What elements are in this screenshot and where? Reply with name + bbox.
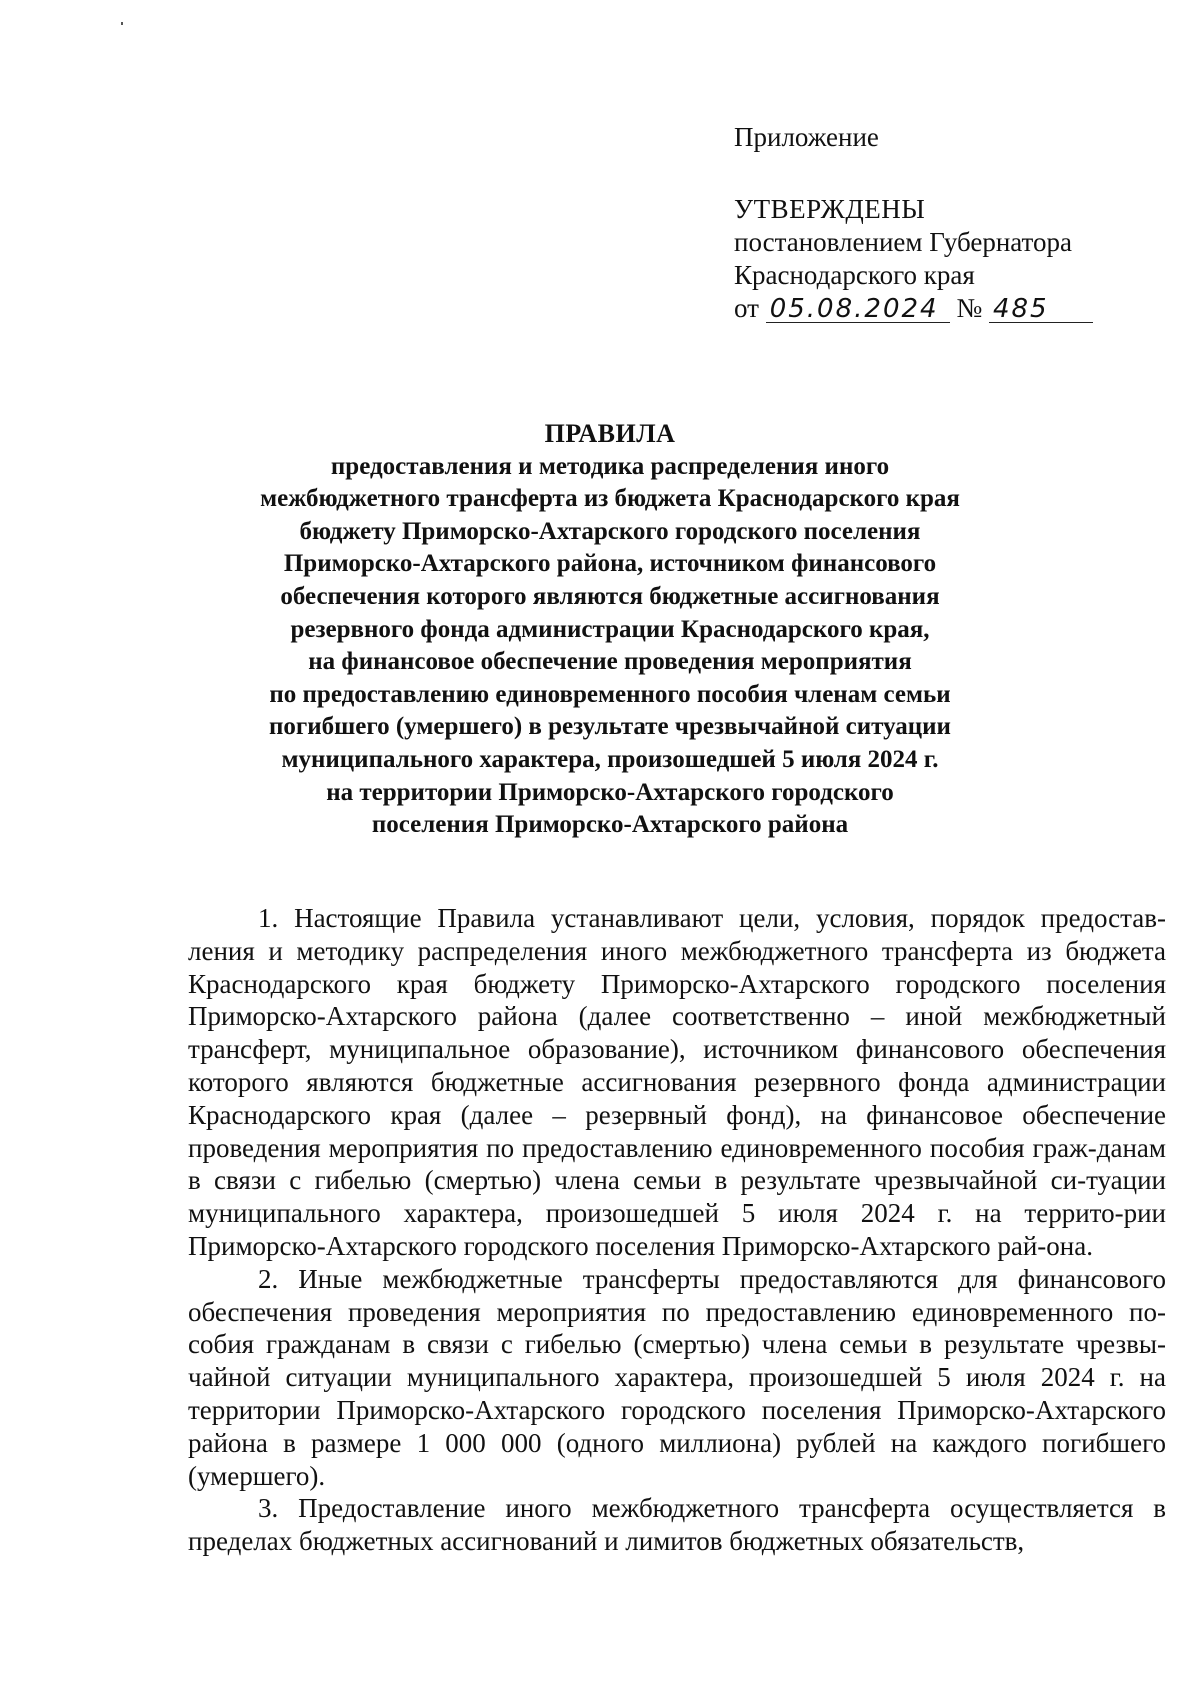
approval-block: [734, 121, 1093, 325]
date-number-line: [734, 292, 1093, 325]
title-line: бюджету Приморско-Ахтарского городского поселения: [299, 517, 921, 545]
scan-speck: [121, 22, 123, 25]
title-line: погибшего (умершего) в результате чрезвычайной ситуации: [269, 713, 951, 741]
title-line: на территории Приморско-Ахтарского городского: [326, 778, 894, 806]
document-title: [200, 418, 1020, 842]
title-line: муниципального характера, произошедшей 5 июля 2024 г.: [281, 745, 939, 773]
approved-label: УТВЕРЖДЕНЫ: [734, 194, 926, 224]
title-line: межбюджетного трансферта из бюджета Краснодарского края: [260, 485, 960, 513]
handwritten-date: 05.08.2024: [766, 296, 950, 323]
paragraph-2: 2. Иные межбюджетные трансферты предоставляются для финансового обеспечения проведения мероприятия по предоставлению единовременного по-собия гражданам в связи с гибелью (смертью) члена семьи в результате чрезвы-чайной ситуации муниципального характера, произошедшей 5 июля 2024 г. на территории Приморско-Ахтарского городского поселения Приморско-Ахтарского района в размере 1 000 000 (одного миллиона) рублей на каждого погибшего (умершего).: [188, 1263, 1166, 1491]
title-line: резервного фонда администрации Краснодарского края,: [290, 615, 930, 643]
title-line: по предоставлению единовременного пособия членам семьи: [269, 680, 951, 708]
number-prefix: №: [956, 293, 983, 323]
title-heading: ПРАВИЛА: [544, 419, 676, 448]
title-line: обеспечения которого являются бюджетные ассигнования: [280, 582, 940, 610]
paragraph-3: 3. Предоставление иного межбюджетного трансферта осуществляется в пределах бюджетных ассигнований и лимитов бюджетных обязательств,: [188, 1493, 1166, 1557]
document-body: [188, 902, 1166, 1558]
paragraph-1: 1. Настоящие Правила устанавливают цели, условия, порядок предостав-ления и методику распределения иного межбюджетного трансферта из бюджета Краснодарского края бюджету Приморско-Ахтарского городского поселения Приморско-Ахтарского района (далее соответственно – иной межбюджетный трансферт, муниципальное образование), источником финансового обеспечения которого являются бюджетные ассигнования резервного фонда администрации Краснодарского края (далее – резервный фонд), на финансовое обеспечение проведения мероприятия по предоставлению единовременного пособия граж-данам в связи с гибелью (смертью) члена семьи в результате чрезвычайной си-туации муниципального характера, произошедшей 5 июля 2024 г. на террито-рии Приморско-Ахтарского городского поселения Приморско-Ахтарского рай-она.: [188, 903, 1166, 1261]
from-prefix: от: [734, 293, 759, 323]
handwritten-number: 485: [989, 296, 1093, 323]
title-line: поселения Приморско-Ахтарского района: [371, 811, 849, 839]
appendix-label: Приложение: [734, 122, 879, 152]
title-line: на финансовое обеспечение проведения мероприятия: [308, 648, 912, 676]
region-line: Краснодарского края: [734, 260, 975, 290]
title-line: предоставления и методика распределения иного: [330, 452, 890, 480]
decree-line: постановлением Губернатора: [734, 227, 1072, 257]
title-line: Приморско-Ахтарского района, источником финансового: [283, 550, 937, 578]
